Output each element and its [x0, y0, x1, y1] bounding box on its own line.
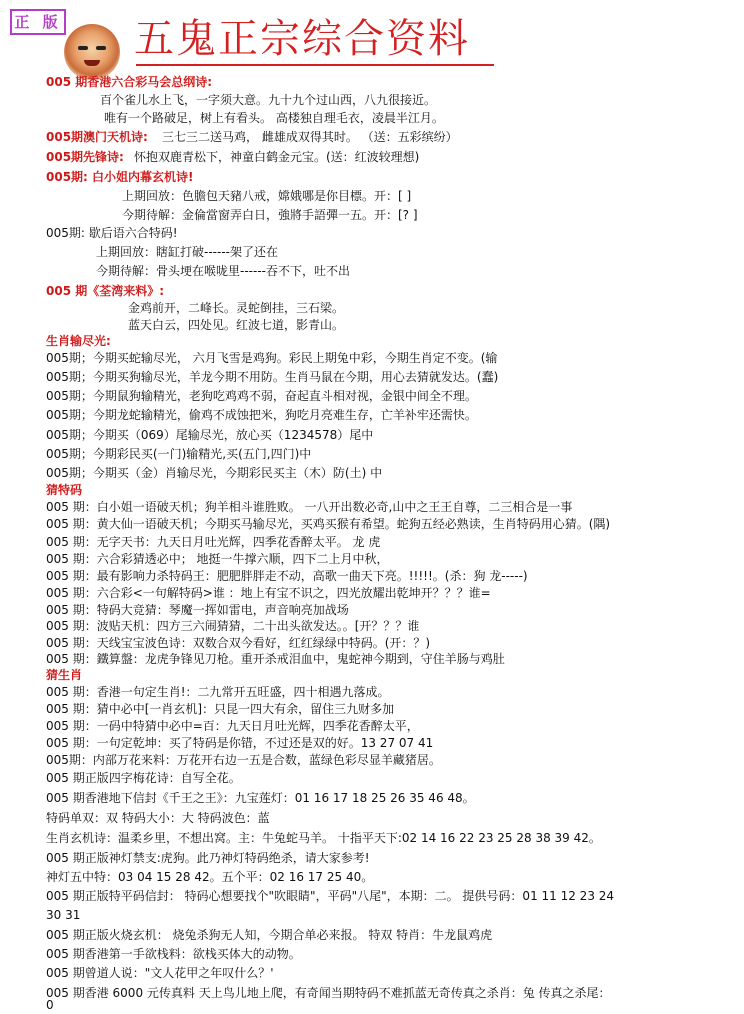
- magic-lamp-ban: 005 期正版神灯禁支:虎狗。此乃神灯特码绝杀，请大家参考!: [46, 851, 370, 865]
- macau-poem-text: 三七三二送马鸡， 雌雄成双得其时。 （送：五彩缤纷）: [162, 130, 458, 144]
- zodiac-lose-heading: 生肖输尽光:: [46, 334, 111, 348]
- title-underline: [136, 64, 494, 66]
- guess-code-line-3: 005 期：无字天书：九天日月吐光辉，四季花香醉太平。 龙 虎: [46, 535, 381, 549]
- avatar-mouth: [84, 60, 100, 66]
- tsuen-wan-line-1: 金鸡前开，二峰长。灵蛇倒挂，三石梁。: [128, 301, 345, 315]
- riddle-heading: 005期: 歇后语六合特码!: [46, 226, 178, 240]
- special-code-attributes: 特码单双：双 特码大小：大 特码波色：蓝: [46, 811, 270, 825]
- taoist-saying: 005 期曾道人说："文人花甲之年叹什么？': [46, 966, 274, 980]
- avatar-right-eye: [96, 46, 106, 50]
- fax-material: 005 期香港 6000 元传真料 天上鸟儿地上爬，有奇闻当期特码不难抓蓝无奇传真之杀肖：兔 传真之杀尾：: [46, 986, 611, 1000]
- macau-poem-label: 005期澳门天机诗:: [46, 130, 148, 144]
- guess-code-line-8: 005 期：波贴天机：四方三六闹猜猜，二十出头欲发达。。[开？？？谁: [46, 619, 420, 633]
- first-hand-material: 005 期香港第一手欲栈料：欲栈买体大的动物。: [46, 947, 301, 961]
- flat-code-envelope: 005 期正版特平码信封： 特码心想要找个"吹眼睛"，平码"八尾"，本期：二。 提供号码：01 11 12 23 24: [46, 889, 615, 903]
- avatar-left-eye: [78, 46, 88, 50]
- zodiac-mystery-poem: 生肖玄机诗：温柔乡里，不想出窝。主：牛兔蛇马羊。 十指平天下:02 14 16 22 23 25 28 38 39 42。: [46, 831, 601, 845]
- fax-material-cont: 0: [46, 998, 54, 1012]
- flat-code-envelope-cont: 30 31: [46, 908, 81, 922]
- avatar: [64, 24, 120, 80]
- guess-zodiac-line-1: 005 期：香港一句定生肖!：二九常开五旺盛，四十相遇九落成。: [46, 685, 390, 699]
- insider-last-replay: 上期回放：色膽包天豬八戒，嫦娥哪是你目標。开：[ ]: [122, 189, 412, 203]
- zodiac-lose-line-1: 005期；今期买蛇输尽光， 六月飞雪是鸡狗。彩民上期兔中彩，今期生肖定不变。(输: [46, 351, 498, 365]
- zodiac-lose-line-5: 005期；今期买（069）尾输尽光，放心买（1234578）尾中: [46, 428, 374, 442]
- zodiac-lose-line-3: 005期；今期鼠狗输精光，老狗吃鸡鸡不弱，奋起直斗相对视，金银中间全不理。: [46, 389, 477, 403]
- hk-poem-line-2: 唯有一个路破足，树上有看头。 高楼独自理毛衣，凌晨半江月。: [104, 111, 444, 125]
- page-title: 五鬼正宗综合资料: [134, 16, 470, 62]
- vanguard-poem-text: 怀抱双鹿青松下，神童白鹤金元宝。(送：红波较理想): [134, 150, 420, 164]
- hk-poem-heading: 005 期香港六合彩马会总纲诗:: [46, 75, 213, 89]
- guess-code-line-10: 005 期：鐵算盤：龙虎争锋见刀枪。重开杀戒泪血中，鬼蛇神今期到，守住羊肠与鸡肚: [46, 652, 505, 666]
- guess-zodiac-line-3: 005 期：一码中特猜中必中=百：九天日月吐光辉，四季花香醉太平，: [46, 719, 419, 733]
- plum-blossom-poem: 005 期正版四字梅花诗：自写全花。: [46, 771, 241, 785]
- tsuen-wan-heading: 005 期《荃湾来料》:: [46, 284, 165, 298]
- zodiac-lose-line-6: 005期；今期彩民买(一门)输精光,买(五门,四门)中: [46, 447, 312, 461]
- guess-code-line-2: 005 期：黄大仙一语破天机；今期买马输尽光，买鸡买猴有希望。蛇狗五经必熟读，生肖特码用心猜。(隅): [46, 517, 611, 531]
- guess-code-line-9: 005 期：天线宝宝波色诗：双数合双今看好，红红绿绿中特码。(开：？): [46, 636, 431, 650]
- vanguard-poem-label: 005期先锋诗:: [46, 150, 124, 164]
- riddle-to-solve: 今期待解：骨头埂在喉咙里------吞不下，吐不出: [96, 264, 350, 278]
- guess-code-heading: 猜特码: [46, 483, 83, 497]
- guess-code-line-6: 005 期：六合彩<一句解特码>谁 ：地上有宝不识之，四光放耀出乾坤开？？？谁=: [46, 586, 491, 600]
- fire-burn-mystery: 005 期正版火烧玄机： 烧兔杀狗无人知，今期合单必来报。 特双 特肖：牛龙鼠鸡虎: [46, 928, 493, 942]
- magic-lamp-five: 神灯五中特：03 04 15 28 42。五个平：02 16 17 25 40。: [46, 870, 374, 884]
- guess-zodiac-heading: 猜生肖: [46, 668, 83, 682]
- underground-envelope: 005 期香港地下信封《千王之王》：九宝莲灯：01 16 17 18 25 26 35 46 48。: [46, 791, 475, 805]
- insider-to-solve: 今期待解：金倫當窗弄白日，強將手語彈一五。开：[? ]: [122, 208, 418, 222]
- guess-code-line-4: 005 期：六合彩猜透必中； 地挺一牛撑六顺，四下二上月中秋，: [46, 552, 389, 566]
- guess-code-line-5: 005 期：最有影响力杀特码王：肥肥胖胖走不动，高歌一曲天下亮。!!!!!。(杀：狗 龙-----): [46, 569, 528, 583]
- guess-zodiac-line-5: 005期：内部万花来料：万花开右边一五是合数，蓝绿色彩尽显羊藏猪居。: [46, 753, 441, 767]
- riddle-last-replay: 上期回放：瞎缸打破------架了还在: [96, 245, 278, 259]
- guess-zodiac-line-2: 005 期：猜中必中[一肖玄机]：只昆一四大有余，留住三九财多加: [46, 702, 395, 716]
- hk-poem-line-1: 百个雀儿水上飞，一字须大意。九十九个过山西，八九很接近。: [100, 93, 437, 107]
- zodiac-lose-line-4: 005期；今期龙蛇输精光，偷鸡不成蚀把米，狗吃月亮难生存，亡羊补牢还需快。: [46, 408, 477, 422]
- tsuen-wan-line-2: 蓝天白云，四处见。红波七道，影青山。: [128, 318, 345, 332]
- zodiac-lose-line-2: 005期；今期买狗输尽光，羊龙今期不用防。生肖马鼠在今期，用心去猜就发达。(蠢): [46, 370, 499, 384]
- genuine-badge: 正 版: [10, 9, 66, 35]
- insider-poem-heading: 005期: 白小姐内幕玄机诗!: [46, 170, 194, 184]
- guess-zodiac-line-4: 005 期：一句定乾坤：买了特码是你错，不过还是双的好。13 27 07 41: [46, 736, 434, 750]
- guess-code-line-7: 005 期：特码大竞猜：琴魔一挥如雷电，声音响亮加战场: [46, 603, 349, 617]
- zodiac-lose-line-7: 005期；今期买（金）肖输尽光，今期彩民买主（木）防(土) 中: [46, 466, 383, 480]
- guess-code-line-1: 005 期：白小姐一语破天机；狗羊相斗谁胜败。 一八开出数必奇,山中之王王自尊，二三相合是一事: [46, 500, 573, 514]
